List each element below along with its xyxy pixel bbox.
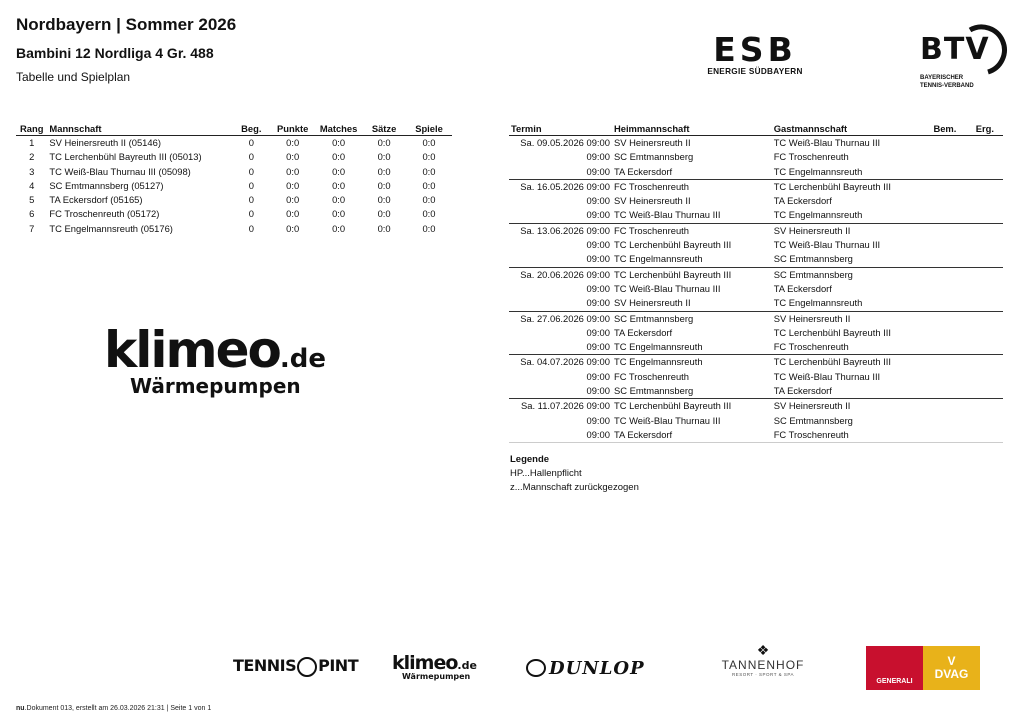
schedule-cell-termin: 09:00 <box>586 385 610 397</box>
standings-cell-punkte: 0:0 <box>286 194 300 206</box>
schedule-row <box>509 399 1003 414</box>
schedule-cell-gastmannschaft: TC Lerchenbühl Bayreuth III <box>773 326 891 338</box>
schedule-cell-termin: 09:00 <box>586 341 610 353</box>
col-begegnungen: Beg. <box>232 122 270 136</box>
standings-cell-spiele: 0:0 <box>422 222 436 234</box>
standings-cell-mannschaft: TC Lerchenbühl Bayreuth III (05013) <box>49 151 202 163</box>
schedule-cell-ergebnis <box>974 311 1003 326</box>
btv-logo-subtext-2: TENNIS-VERBAND <box>920 83 974 89</box>
schedule-cell-heimmannschaft: TC Engelmannsreuth <box>613 253 703 265</box>
col-gastmannschaft: Gastmannschaft <box>772 122 932 136</box>
schedule-cell-gastmannschaft: TA Eckersdorf <box>773 195 832 207</box>
schedule-cell-termin: 09:00 <box>586 195 610 207</box>
schedule-row <box>509 296 1003 311</box>
col-matches: Matches <box>315 122 362 136</box>
schedule-cell-heimmannschaft: SV Heinersreuth II <box>613 195 691 207</box>
schedule-cell-heimmannschaft: TC Weiß-Blau Thurnau III <box>613 282 721 294</box>
schedule-cell-heimmannschaft: TC Lerchenbühl Bayreuth III <box>612 399 772 414</box>
standings-cell-mannschaft: TC Engelmannsreuth (05176) <box>49 222 173 234</box>
schedule-cell-ergebnis <box>974 428 1003 443</box>
standings-cell-saetze: 0:0 <box>377 222 391 234</box>
schedule-cell-termin: 09:00 <box>509 428 612 443</box>
schedule-cell-gastmannschaft: SV Heinersreuth II <box>772 399 932 414</box>
schedule-cell-gastmannschaft: SC Emtmannsberg <box>772 267 932 282</box>
schedule-cell-termin: 09:00 <box>586 282 610 294</box>
standings-row <box>16 207 452 221</box>
schedule-cell-bemerkung <box>931 296 973 311</box>
schedule-cell-heimmannschaft: TA Eckersdorf <box>612 428 772 443</box>
schedule-cell-heimmannschaft: TA Eckersdorf <box>613 165 673 177</box>
standings-cell-punkte: 0:0 <box>286 165 300 177</box>
page-description: Tabelle und Spielplan <box>16 70 131 84</box>
schedule-cell-bemerkung <box>931 238 973 252</box>
schedule-row <box>509 252 1003 267</box>
schedule-cell-gastmannschaft: FC Troschenreuth <box>772 428 932 443</box>
tennis-point-text-b: P <box>318 656 330 675</box>
schedule-cell-ergebnis <box>974 223 1003 238</box>
schedule-cell-ergebnis <box>974 296 1003 311</box>
standings-cell-begegnungen: 0 <box>248 222 254 234</box>
schedule-cell-termin: Sa. 13.06.2026 09:00 <box>509 223 612 238</box>
schedule-row <box>509 384 1003 399</box>
dvag-text: DVAG <box>934 667 969 681</box>
esb-logo <box>700 30 810 81</box>
schedule-cell-bemerkung <box>931 326 973 340</box>
schedule-cell-bemerkung <box>931 223 973 238</box>
generali-dvag-logo <box>866 646 980 690</box>
footer-brand: nu <box>16 705 25 712</box>
schedule-cell-gastmannschaft: TC Weiß-Blau Thurnau III <box>773 370 881 382</box>
dvag-v-icon: V <box>947 654 956 668</box>
schedule-cell-ergebnis <box>974 340 1003 355</box>
col-heimmannschaft: Heimmannschaft <box>612 122 772 136</box>
standings-cell-mannschaft: TA Eckersdorf (05165) <box>49 194 143 206</box>
schedule-row <box>509 267 1003 282</box>
standings-cell-matches: 0:0 <box>332 222 346 234</box>
standings-cell-begegnungen: 0 <box>248 208 254 220</box>
schedule-cell-gastmannschaft: TA Eckersdorf <box>773 385 832 397</box>
standings-row <box>16 193 452 207</box>
klimeo-small-subtext: Wärmepumpen <box>402 672 471 681</box>
schedule-cell-gastmannschaft: TA Eckersdorf <box>773 282 832 294</box>
legend-title: Legende <box>510 454 550 465</box>
schedule-cell-bemerkung <box>931 267 973 282</box>
schedule-row <box>509 311 1003 326</box>
standings-cell-punkte: 0:0 <box>286 208 300 220</box>
schedule-cell-heimmannschaft: SC Emtmannsberg <box>613 385 694 397</box>
schedule-cell-ergebnis <box>974 165 1003 180</box>
schedule-cell-heimmannschaft: SV Heinersreuth II <box>613 137 691 148</box>
standings-cell-punkte: 0:0 <box>286 137 300 148</box>
schedule-cell-gastmannschaft: FC Troschenreuth <box>773 341 849 353</box>
schedule-cell-ergebnis <box>974 326 1003 340</box>
league-subtitle: Bambini 12 Nordliga 4 Gr. 488 <box>16 45 214 61</box>
footer-document-info <box>16 705 211 712</box>
dunlop-logo <box>526 658 645 679</box>
schedule-cell-gastmannschaft: SV Heinersreuth II <box>772 223 932 238</box>
standings-row <box>16 150 452 164</box>
schedule-cell-bemerkung <box>931 384 973 399</box>
esb-logo-text: ESB <box>713 30 797 69</box>
schedule-cell-bemerkung <box>931 340 973 355</box>
schedule-cell-ergebnis <box>974 194 1003 208</box>
standings-cell-spiele: 0:0 <box>422 137 436 148</box>
schedule-cell-heimmannschaft: FC Troschenreuth <box>612 223 772 238</box>
standings-cell-saetze: 0:0 <box>377 194 391 206</box>
schedule-cell-termin: Sa. 16.05.2026 09:00 <box>509 179 612 194</box>
schedule-cell-termin: 09:00 <box>586 326 610 338</box>
schedule-cell-bemerkung <box>931 414 973 428</box>
schedule-cell-bemerkung <box>931 399 973 414</box>
btv-logo-subtext-1: BAYERISCHER <box>920 75 964 81</box>
schedule-row <box>509 414 1003 428</box>
schedule-cell-heimmannschaft: FC Troschenreuth <box>613 370 689 382</box>
schedule-cell-ergebnis <box>974 136 1003 151</box>
schedule-cell-gastmannschaft: SV Heinersreuth II <box>772 311 932 326</box>
schedule-cell-ergebnis <box>974 238 1003 252</box>
schedule-cell-bemerkung <box>931 428 973 443</box>
schedule-cell-ergebnis <box>974 399 1003 414</box>
schedule-cell-termin: 09:00 <box>586 239 610 251</box>
schedule-row <box>509 340 1003 355</box>
schedule-cell-gastmannschaft: FC Troschenreuth <box>773 151 849 163</box>
dunlop-flying-d-icon <box>526 659 546 677</box>
schedule-cell-bemerkung <box>931 208 973 223</box>
standings-cell-spiele: 0:0 <box>422 151 436 163</box>
col-termin: Termin <box>509 122 612 136</box>
tannenhof-text: TANNENHOF <box>721 658 805 672</box>
schedule-cell-heimmannschaft: TA Eckersdorf <box>613 326 673 338</box>
schedule-row <box>509 326 1003 340</box>
schedule-table <box>509 122 1003 443</box>
schedule-cell-heimmannschaft: TC Engelmannsreuth <box>612 355 772 370</box>
generali-text: GENERALI <box>876 678 913 685</box>
schedule-cell-gastmannschaft: TC Lerchenbühl Bayreuth III <box>772 179 932 194</box>
col-saetze: Sätze <box>362 122 406 136</box>
schedule-cell-heimmannschaft: TC Engelmannsreuth <box>613 341 703 353</box>
footer-text: .Dokument 013, erstellt am 26.03.2026 21:31 | Seite 1 von 1 <box>24 705 212 712</box>
standings-cell-matches: 0:0 <box>332 208 346 220</box>
klimeo-logo-text: klimeo <box>104 321 280 379</box>
schedule-cell-termin: Sa. 27.06.2026 09:00 <box>509 311 612 326</box>
schedule-cell-termin: Sa. 09.05.2026 09:00 <box>520 137 610 148</box>
btv-logo-text: BTV <box>920 32 990 67</box>
standings-cell-begegnungen: 0 <box>248 137 254 148</box>
schedule-cell-heimmannschaft: TC Weiß-Blau Thurnau III <box>613 414 721 426</box>
page-title: Nordbayern | Sommer 2026 <box>16 15 237 34</box>
schedule-cell-termin: 09:00 <box>586 209 610 221</box>
standings-cell-saetze: 0:0 <box>377 179 391 191</box>
schedule-cell-bemerkung <box>931 311 973 326</box>
schedule-cell-termin: 09:00 <box>586 414 610 426</box>
schedule-cell-termin: Sa. 11.07.2026 09:00 <box>509 399 612 414</box>
schedule-cell-ergebnis <box>974 370 1003 384</box>
schedule-cell-gastmannschaft: TC Weiß-Blau Thurnau III <box>773 239 881 251</box>
standings-cell-rang: 5 <box>29 194 35 206</box>
standings-cell-begegnungen: 0 <box>248 179 254 191</box>
schedule-cell-bemerkung <box>931 165 973 180</box>
standings-cell-punkte: 0:0 <box>286 151 300 163</box>
schedule-row <box>509 355 1003 370</box>
schedule-cell-ergebnis <box>974 414 1003 428</box>
schedule-cell-gastmannschaft: TC Engelmannsreuth <box>773 209 863 221</box>
standings-cell-rang: 7 <box>29 222 35 234</box>
standings-cell-begegnungen: 0 <box>248 194 254 206</box>
dvag-mark <box>923 646 980 690</box>
tannenhof-logo <box>720 642 806 677</box>
schedule-cell-ergebnis <box>974 355 1003 370</box>
standings-cell-mannschaft: FC Troschenreuth (05172) <box>49 208 160 220</box>
standings-cell-punkte: 0:0 <box>286 179 300 191</box>
standings-header-row <box>16 122 452 136</box>
standings-cell-begegnungen: 0 <box>248 165 254 177</box>
standings-cell-matches: 0:0 <box>332 179 346 191</box>
tennis-point-logo <box>233 656 358 682</box>
standings-cell-saetze: 0:0 <box>377 137 391 148</box>
standings-cell-saetze: 0:0 <box>377 165 391 177</box>
schedule-cell-gastmannschaft: SC Emtmannsberg <box>773 414 853 426</box>
schedule-cell-bemerkung <box>931 136 973 151</box>
dunlop-text: DUNLOP <box>549 658 645 679</box>
schedule-cell-bemerkung <box>931 252 973 267</box>
schedule-cell-termin: Sa. 20.06.2026 09:00 <box>509 267 612 282</box>
col-punkte: Punkte <box>270 122 315 136</box>
standings-cell-begegnungen: 0 <box>248 151 254 163</box>
schedule-cell-ergebnis <box>974 267 1003 282</box>
schedule-row <box>509 179 1003 194</box>
schedule-row <box>509 238 1003 252</box>
standings-cell-rang: 1 <box>29 137 35 148</box>
schedule-row <box>509 282 1003 296</box>
standings-table <box>16 122 452 236</box>
col-bemerkung: Bem. <box>931 122 973 136</box>
klimeo-logo-large <box>104 322 344 402</box>
schedule-cell-termin: 09:00 <box>586 151 610 163</box>
schedule-cell-ergebnis <box>974 150 1003 164</box>
schedule-cell-heimmannschaft: SC Emtmannsberg <box>612 311 772 326</box>
standings-row <box>16 222 452 236</box>
standings-cell-spiele: 0:0 <box>422 179 436 191</box>
tennis-point-text-c: INT <box>329 656 359 675</box>
schedule-row <box>509 165 1003 180</box>
standings-cell-punkte: 0:0 <box>286 222 300 234</box>
standings-cell-matches: 0:0 <box>332 194 346 206</box>
schedule-cell-ergebnis <box>974 282 1003 296</box>
schedule-cell-ergebnis <box>974 384 1003 399</box>
schedule-cell-bemerkung <box>931 370 973 384</box>
btv-logo <box>918 20 1008 92</box>
schedule-cell-bemerkung <box>931 150 973 164</box>
col-mannschaft: Mannschaft <box>47 122 232 136</box>
schedule-header-row <box>509 122 1003 136</box>
schedule-cell-ergebnis <box>974 179 1003 194</box>
standings-cell-spiele: 0:0 <box>422 208 436 220</box>
col-ergebnis: Erg. <box>974 122 1003 136</box>
schedule-row <box>509 370 1003 384</box>
schedule-row <box>509 136 1003 151</box>
schedule-cell-ergebnis <box>974 252 1003 267</box>
schedule-cell-gastmannschaft: TC Lerchenbühl Bayreuth III <box>772 355 932 370</box>
schedule-cell-bemerkung <box>931 194 973 208</box>
schedule-row <box>509 428 1003 443</box>
standings-cell-matches: 0:0 <box>332 165 346 177</box>
standings-cell-rang: 3 <box>29 165 35 177</box>
tennis-point-text-a: TENNIS <box>233 656 297 675</box>
schedule-cell-heimmannschaft: SV Heinersreuth II <box>613 297 691 309</box>
standings-cell-rang: 2 <box>29 151 35 163</box>
generali-lion-icon <box>866 646 923 690</box>
tennis-ball-icon <box>297 657 317 677</box>
schedule-cell-termin: 09:00 <box>586 297 610 309</box>
standings-cell-mannschaft: TC Weiß-Blau Thurnau III (05098) <box>49 165 191 177</box>
schedule-cell-termin: Sa. 04.07.2026 09:00 <box>509 355 612 370</box>
klimeo-small-tld: .de <box>457 659 477 672</box>
schedule-cell-gastmannschaft: TC Engelmannsreuth <box>773 297 863 309</box>
schedule-cell-bemerkung <box>931 179 973 194</box>
schedule-cell-ergebnis <box>974 208 1003 223</box>
standings-cell-matches: 0:0 <box>332 137 346 148</box>
tannenhof-subtext: RESORT · SPORT & SPA <box>731 672 795 677</box>
standings-cell-mannschaft: SC Emtmannsberg (05127) <box>49 179 164 191</box>
schedule-cell-heimmannschaft: TC Weiß-Blau Thurnau III <box>613 209 721 221</box>
standings-cell-spiele: 0:0 <box>422 194 436 206</box>
schedule-row <box>509 208 1003 223</box>
pinecone-icon: ❖ <box>756 642 770 658</box>
legend <box>510 453 639 495</box>
schedule-cell-heimmannschaft: TC Lerchenbühl Bayreuth III <box>613 239 732 251</box>
standings-cell-spiele: 0:0 <box>422 165 436 177</box>
legend-item: HP...Hallenpflicht <box>510 468 582 479</box>
standings-row <box>16 179 452 193</box>
col-spiele: Spiele <box>406 122 452 136</box>
standings-row <box>16 136 452 151</box>
schedule-row <box>509 194 1003 208</box>
schedule-cell-termin: 09:00 <box>586 370 610 382</box>
standings-cell-saetze: 0:0 <box>377 208 391 220</box>
standings-cell-saetze: 0:0 <box>377 151 391 163</box>
schedule-cell-heimmannschaft: TC Lerchenbühl Bayreuth III <box>612 267 772 282</box>
standings-cell-rang: 6 <box>29 208 35 220</box>
schedule-cell-heimmannschaft: FC Troschenreuth <box>612 179 772 194</box>
esb-logo-subtext: ENERGIE SÜDBAYERN <box>707 67 803 76</box>
schedule-cell-termin: 09:00 <box>586 165 610 177</box>
standings-row <box>16 165 452 179</box>
standings-cell-rang: 4 <box>29 179 35 191</box>
schedule-row <box>509 223 1003 238</box>
schedule-cell-gastmannschaft: TC Weiß-Blau Thurnau III <box>773 137 881 148</box>
schedule-cell-gastmannschaft: SC Emtmannsberg <box>773 253 853 265</box>
col-rang: Rang <box>16 122 47 136</box>
klimeo-small-text: klimeo <box>392 652 458 674</box>
schedule-cell-termin: 09:00 <box>586 253 610 265</box>
legend-item: z...Mannschaft zurückgezogen <box>510 482 639 493</box>
schedule-cell-gastmannschaft: TC Engelmannsreuth <box>773 165 863 177</box>
klimeo-logo-small <box>392 652 492 681</box>
klimeo-logo-subtext: Wärmepumpen <box>130 374 301 398</box>
standings-cell-mannschaft: SV Heinersreuth II (05146) <box>49 137 161 148</box>
schedule-cell-bemerkung <box>931 282 973 296</box>
standings-cell-matches: 0:0 <box>332 151 346 163</box>
schedule-cell-heimmannschaft: SC Emtmannsberg <box>613 151 694 163</box>
klimeo-logo-tld: .de <box>279 344 327 374</box>
schedule-row <box>509 150 1003 164</box>
schedule-cell-bemerkung <box>931 355 973 370</box>
